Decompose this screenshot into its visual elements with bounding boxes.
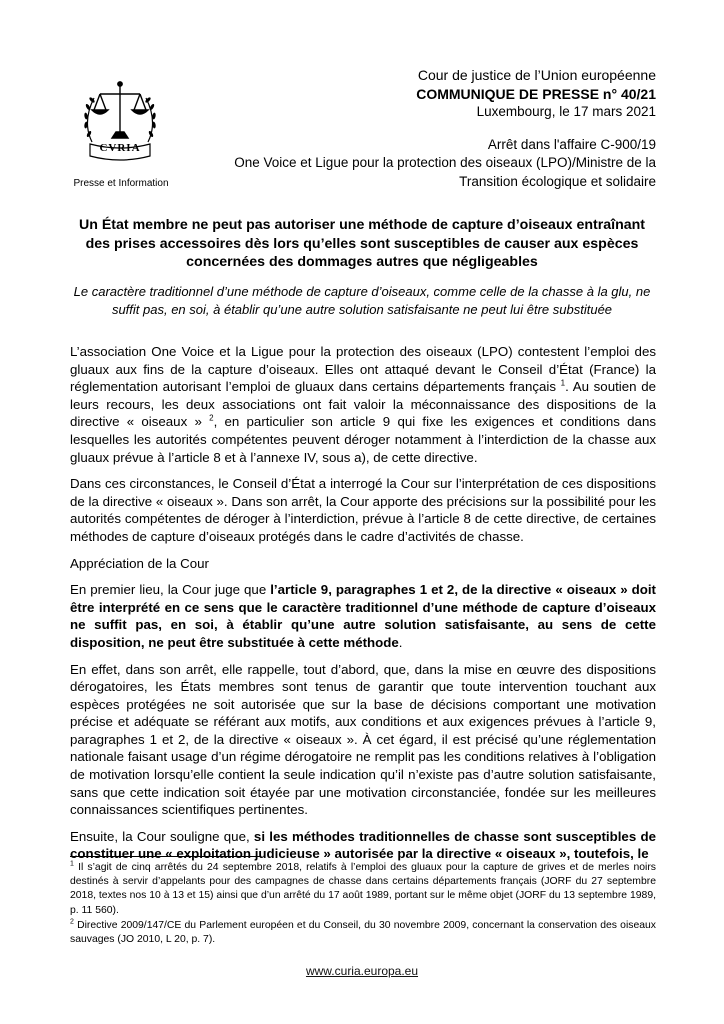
- press-release-number: COMMUNIQUE DE PRESSE n° 40/21: [416, 85, 656, 102]
- paragraph-4: En effet, dans son arrêt, elle rappelle, tout d’abord, que, dans la mise en œuvre des dispositions dérogatoires, les États membres sont tenus de garantir que toute intervention touchant aux espèces protégées ne soit autorisée que sur la base de décisions comportant une motivation précise et adéquate se référant aux motifs, aux conditions et aux exigences prévues à l’article 9, paragraphes 1 et 2, de la directive « oiseaux ». À cet égard, il est précisé qu’une réglementation nationale faisant usage d’un régime dérogatoire ne remplit pas les conditions relatives à l’obligation de motivation lorsqu’elle contient la seule indication qu’il n’existe pas d’autre solution satisfaisante, sans que cette indication soit étayée par une motivation circonstanciée, fondée sur les meilleures connaissances scientifiques pertinentes.: [70, 661, 656, 818]
- footnote-ref-1[interactable]: 1: [560, 378, 566, 388]
- press-release-title: Un État membre ne peut pas autoriser une méthode de capture d’oiseaux entraînant des prises accessoires dès lors qu’elles sont susceptibles de causer aux espèces concernées des dommages autres que négligeables: [78, 217, 646, 270]
- court-name: Cour de justice de l’Union européenne: [417, 67, 656, 83]
- curia-logo: [64, 72, 176, 168]
- website-link[interactable]: www.curia.europa.eu: [305, 964, 419, 978]
- paragraph-2: Dans ces circonstances, le Conseil d’État a interrogé la Cour sur l’interprétation de ces dispositions de la directive « oiseaux ». Dans son arrêt, la Cour apporte des précisions sur la possibilité pour les autorités compétentes de déroger à l’interdiction, prévue à l’article 8 de cette directive, de certaines méthodes de capture d’oiseaux protégés dans le cadre d’activités de chasse.: [70, 476, 656, 544]
- place-date: Luxembourg, le 17 mars 2021: [476, 104, 656, 119]
- press-release-subtitle: Le caractère traditionnel d’une méthode de capture d’oiseaux, comme celle de la chasse à la glu, ne suffit pas, en soi, à établir qu’une autre solution satisfaisante ne peut lui être substituée: [73, 284, 651, 317]
- header-block: [234, 66, 656, 191]
- section-heading: Appréciation de la Cour: [70, 555, 209, 571]
- body-text: [70, 343, 656, 872]
- logo-text: CVRIA: [99, 142, 141, 154]
- parties-line-1: One Voice et Ligue pour la protection des oiseaux (LPO)/Ministre de la: [234, 155, 656, 170]
- paragraph-5: Ensuite, la Cour souligne que, si les méthodes traditionnelles de chasse sont susceptibles de constituer une « exploitation judicieuse » autorisée par la directive « oiseaux », toutefois, le: [70, 828, 656, 862]
- case-reference: Arrêt dans l'affaire C-900/19: [487, 136, 656, 152]
- footnote-2: $^2$ Directive 2009/147/CE du Parlement européen et du Conseil, du 30 novembre 2009, concernant la conservation des oiseaux sauvages (JO 2010, L 20, p. 7).: [70, 918, 656, 946]
- footnote-1: $^1$ Il s’agit de cinq arrêtés du 24 septembre 2018, relatifs à l’emploi des gluaux pour la capture de grives et de merles noirs destinés à servir d’appelants pour des campagnes de chasse dans certains départements français (JORF du 27 septembre 2018, textes nos 10 à 13 et 15) ainsi que d’un arrêté du 17 août 1989, portant sur le même objet (JORF du 13 septembre 1989, p. 11 560).: [70, 860, 656, 916]
- paragraph-1: L’association One Voice et la Ligue pour la protection des oiseaux (LPO) contestent l’emploi des gluaux aux fins de la capture d’oiseaux. Elles ont attaqué devant le Conseil d’État (France) la réglementation autorisant l’emploi de gluaux dans certains départements français $^1$. Au soutien de leurs recours, les deux associations ont fait valoir la méconnaissance des dispositions de la directive « oiseaux » $^2$, en particulier son article 9 qui fixe les exigences et conditions dans lesquelles les autorités compétentes peuvent déroger notamment à l’interdiction de la chasse aux gluaux prévue à l’article 8 et à l’annexe IV, sous a), de cette directive.: [70, 344, 656, 465]
- footnotes: [70, 861, 656, 948]
- footer: [0, 964, 724, 978]
- parties-line-2: Transition écologique et solidaire: [459, 173, 656, 189]
- footnote-separator: [70, 856, 260, 857]
- paragraph-3: En premier lieu, la Cour juge que l’article 9, paragraphes 1 et 2, de la directive « oiseaux » doit être interprété en ce sens que le caractère traditionnel d’une méthode de capture d’oiseaux ne suffit pas, en soi, à établir qu’une autre solution satisfaisante, au sens de cette disposition, ne peut être substituée à cette méthode.: [70, 582, 656, 650]
- footnote-ref-2[interactable]: 2: [209, 413, 214, 423]
- press-info-label: Presse et Information: [73, 178, 169, 189]
